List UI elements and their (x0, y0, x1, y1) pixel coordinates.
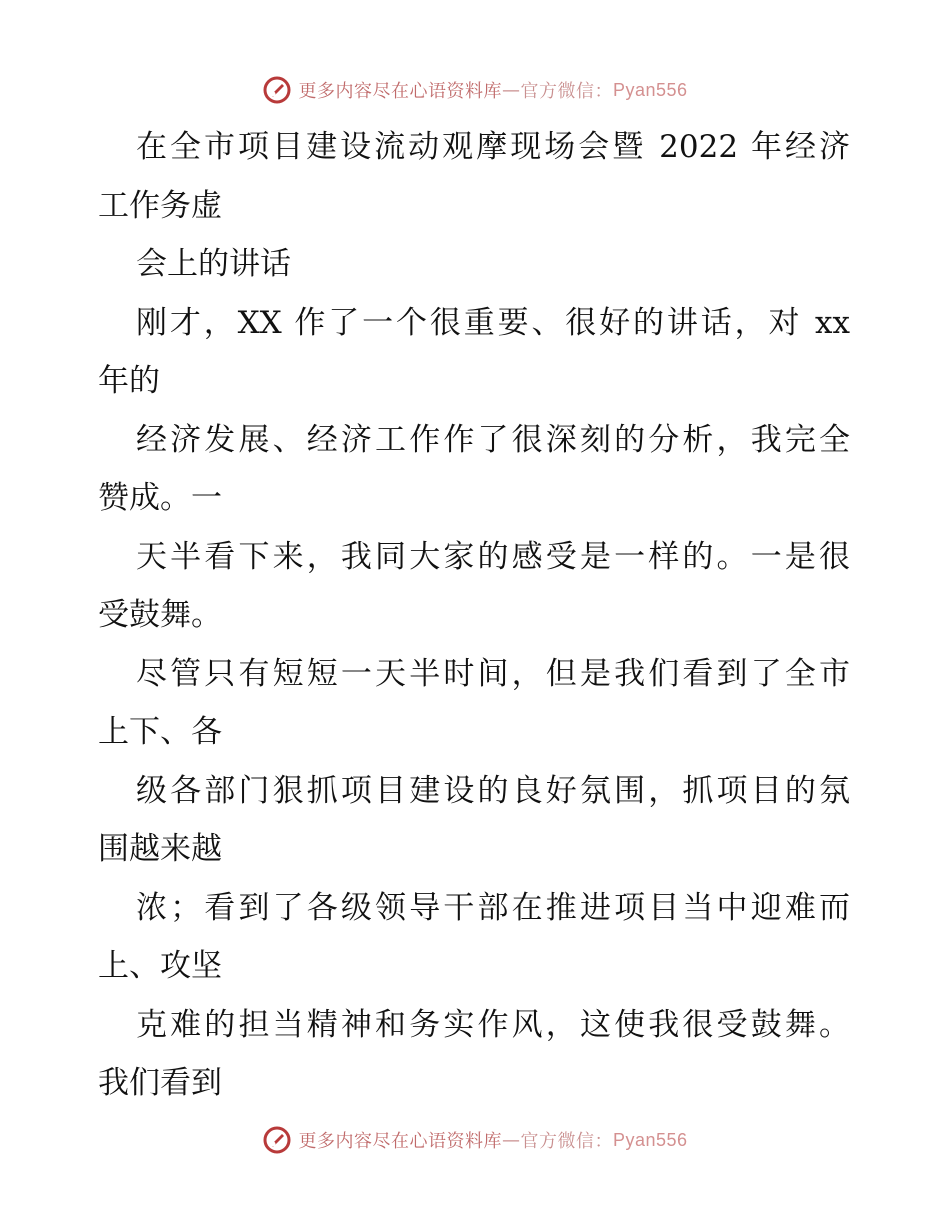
brand-logo-icon (262, 1125, 292, 1155)
body-line: 级各部门狠抓项目建设的良好氛围，抓项目的氛 (136, 772, 850, 809)
watermark-main-text: 更多内容尽在心语资料库 (298, 81, 502, 102)
body-line: 浓；看到了各级领导干部在推进项目当中迎难而 (136, 889, 850, 926)
body-line: 工作务虚 (98, 187, 222, 224)
watermark-id: Pyan556 (612, 79, 688, 100)
watermark-id: Pyan556 (612, 1129, 688, 1150)
body-line: 赞成。一 (98, 480, 222, 516)
document-body (98, 118, 850, 1113)
body-line: 我们看到 (98, 1065, 222, 1101)
watermark-sub-text: 官方微信： (520, 81, 613, 102)
body-line: 在全市项目建设流动观摩现场会暨 2022 年经济 (136, 129, 850, 165)
watermark-dash: — (501, 1129, 521, 1151)
body-line: 上、攻坚 (98, 948, 222, 984)
body-line: 经济发展、经济工作作了很深刻的分析，我完全 (136, 421, 850, 458)
footer-watermark (0, 1120, 950, 1160)
watermark-sub-text: 官方微信： (520, 1131, 613, 1152)
brand-logo-icon (262, 75, 292, 105)
body-line: 天半看下来，我同大家的感受是一样的。一是很 (136, 538, 850, 575)
body-line: 上下、各 (98, 714, 222, 750)
watermark-main-text: 更多内容尽在心语资料库 (298, 1131, 502, 1152)
body-line: 受鼓舞。 (98, 597, 222, 633)
header-watermark (0, 70, 950, 110)
body-line: 尽管只有短短一天半时间，但是我们看到了全市 (136, 655, 850, 692)
body-line: 会上的讲话 (136, 246, 291, 282)
body-line: 年的 (98, 363, 160, 399)
body-line: 克难的担当精神和务实作风，这使我很受鼓舞。 (136, 1006, 850, 1043)
body-line: 刚才，XX 作了一个很重要、很好的讲话，对 xx (136, 304, 850, 341)
watermark-dash: — (501, 79, 521, 101)
body-line: 围越来越 (98, 831, 222, 867)
